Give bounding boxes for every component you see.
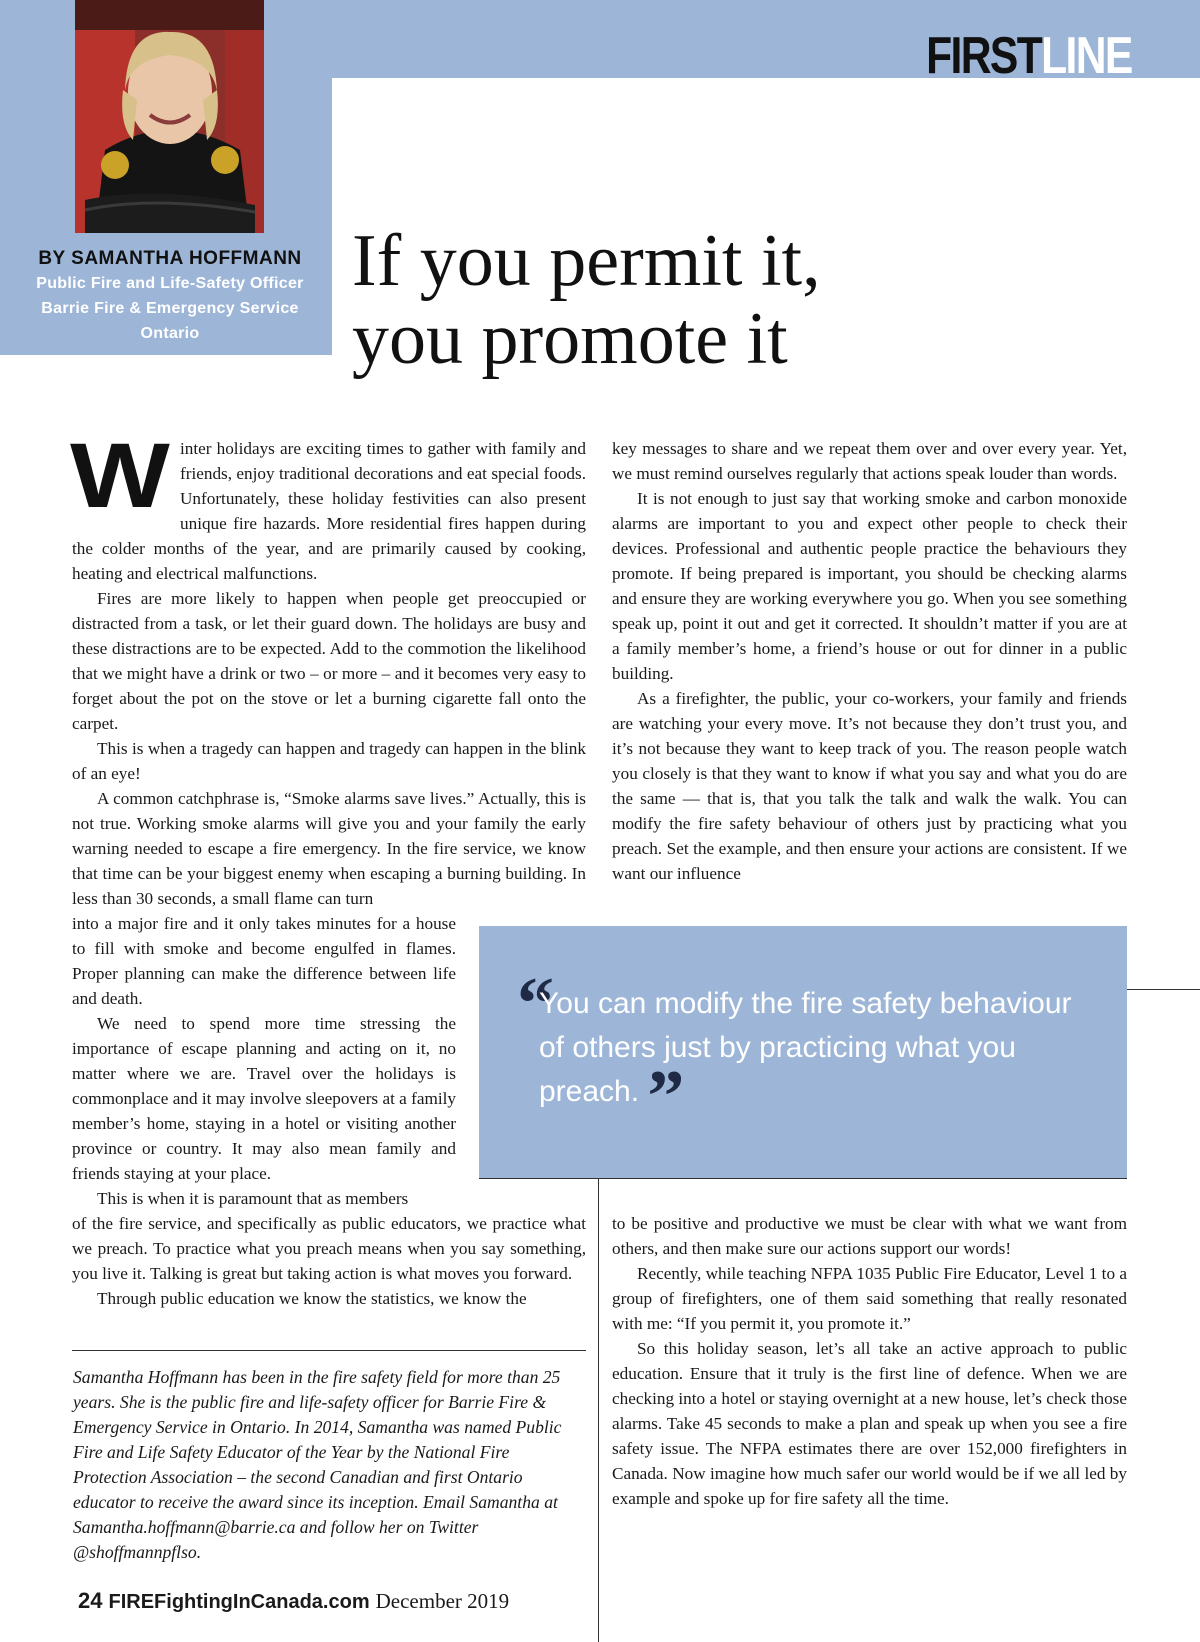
pull-quote-bottom-rule	[479, 1178, 1127, 1179]
article-column-1-middle	[72, 911, 456, 1211]
article-paragraph: It is not enough to just say that working smoke and carbon monoxide alarms are important to you and expect other people to check their devices. Professional and authentic people practice the behaviours they promote. If being prepared is important, you should be checking alarms and ensure they are working everywhere you go. When you see something speak up, point it out and get it corrected. It shouldn’t matter if you are at a family member’s home, a friend’s house or out for dinner in a public building.	[612, 489, 1127, 683]
article-paragraph: to be positive and productive we must be clear with what we want from others, and then make sure our actions support our words!	[612, 1214, 1127, 1258]
column-divider	[598, 1178, 599, 1642]
pull-quote-body	[519, 982, 1099, 1138]
author-role: Public Fire and Life-Safety Officer	[36, 275, 304, 292]
section-tag-first: FIRST	[926, 27, 1042, 85]
footer-issue-date: December 2019	[375, 1589, 510, 1613]
article-paragraph: So this holiday season, let’s all take an active approach to public education. Ensure that it truly is the first line of defence. When we are checking into a hotel or staying overnight at a new house, let’s check those alarms. Take 45 seconds to make a plan and speak up when you see a fire safety issue. The NFPA estimates there are over 152,000 firefighters in Canada. Now imagine how much safer our world would be if we all led by example and spoke up for fire safety all the time.	[612, 1339, 1127, 1508]
author-organization: Barrie Fire & Emergency Service	[41, 300, 299, 317]
author-portrait-illustration	[75, 0, 264, 233]
article-paragraph: We need to spend more time stressing the importance of escape planning and acting on it, no matter where we are. Travel over the holidays is commonplace and it may involve sleepovers at a family member’s home, staying in a hotel or visiting another province or country. It may also mean family and friends staying at your place.	[72, 1014, 456, 1183]
author-photo	[75, 0, 264, 233]
author-bio: Samantha Hoffmann has been in the fire safety field for more than 25 years. She is the public fire and life-safety officer for Barrie Fire & Emergency Service in Ontario. In 2014, Samantha was named Public Fire and Life Safety Educator of the Year by the National Fire Protection Association – the second Canadian and first Ontario educator to receive the award since its inception. Email Samantha at Samantha.hoffmann@barrie.ca and follow her on Twitter @shoffmannpflso.	[73, 1367, 562, 1562]
footer-site-name: FIREFightingInCanada.com	[108, 1591, 370, 1613]
headline-line-2: you promote it	[352, 298, 788, 380]
section-tag-line: LINE	[1041, 27, 1132, 85]
drop-cap: W	[70, 425, 170, 527]
pull-quote-text: You can modify the fire safety behaviour of others just by practicing what you preach. ”	[539, 987, 1072, 1138]
author-location: Ontario	[140, 325, 200, 342]
article-column-2-bottom	[612, 1211, 1127, 1511]
author-byline: BY SAMANTHA HOFFMANN	[38, 248, 302, 269]
page-number: 24	[78, 1588, 103, 1613]
article-paragraph: key messages to share and we repeat them over and over every year. Yet, we must remind ourselves regularly that actions speak louder than words.	[612, 439, 1127, 483]
author-box	[0, 0, 332, 355]
section-tag	[926, 27, 1132, 85]
article-paragraph: As a firefighter, the public, your co-workers, your family and friends are watching your every move. It’s not because they don’t trust you, and it’s not because they want to keep track of you. The reason people watch you closely is that they want to know if what you say and what you do are the same — that is, that you talk the talk and walk the walk. You can modify the fire safety behaviour of others just by practicing what you preach. Set the example, and then ensure your actions are consistent. If we want our influence	[612, 689, 1127, 883]
pull-quote-rule	[1127, 989, 1200, 990]
author-credit	[0, 246, 340, 346]
article-column-1-top	[70, 425, 586, 911]
article-paragraph: This is when it is paramount that as members	[97, 1189, 409, 1208]
article-paragraph: A common catchphrase is, “Smoke alarms save lives.” Actually, this is not true. Working smoke alarms will give you and your family the early warning needed to escape a fire emergency. In the fire service, we know that time can be your biggest enemy when escaping a burning building. In less than 30 seconds, a small flame can turn	[72, 789, 586, 908]
article-headline	[352, 222, 952, 378]
bio-separator	[72, 1350, 586, 1351]
article-paragraph: into a major fire and it only takes minutes for a house to fill with smoke and become engulfed in flames. Proper planning can make the difference between life and death.	[72, 914, 456, 1008]
article-column-2-top	[612, 436, 1127, 886]
article-paragraph: Winter holidays are exciting times to gather with family and friends, enjoy traditional decorations and eat special foods. Unfortunately, these holiday festivities can also present unique fire hazards. More residential fires happen during the colder months of the year, and are primarily caused by cooking, heating and electrical malfunctions.	[70, 425, 586, 583]
article-paragraph: of the fire service, and specifically as public educators, we practice what we preach. To practice what you preach means when you say something, you live it. Talking is great but taking action is what moves you forward.	[72, 1214, 586, 1283]
article-column-1-bottom	[72, 1211, 586, 1311]
article-paragraph: Recently, while teaching NFPA 1035 Public Fire Educator, Level 1 to a group of firefighters, one of them said something that really resonated with me: “If you permit it, you promote it.”	[612, 1264, 1127, 1333]
headline-line-1: If you permit it,	[352, 220, 821, 302]
article-paragraph: Fires are more likely to happen when people get preoccupied or distracted from a task, or let their guard down. The holidays are busy and these distractions are to be expected. Add to the commotion the likelihood that we might have a drink or two – or more – and it becomes very easy to forget about the pot on the stove or let a burning cigarette fall onto the carpet.	[72, 589, 586, 733]
quote-close-mark: ”	[647, 1056, 685, 1138]
quote-open-mark: “	[517, 963, 554, 1045]
page-footer	[78, 1586, 509, 1617]
pull-quote	[479, 926, 1127, 1178]
article-paragraph: Through public education we know the statistics, we know the	[97, 1289, 527, 1308]
article-paragraph: This is when a tragedy can happen and tragedy can happen in the blink of an eye!	[72, 739, 586, 783]
